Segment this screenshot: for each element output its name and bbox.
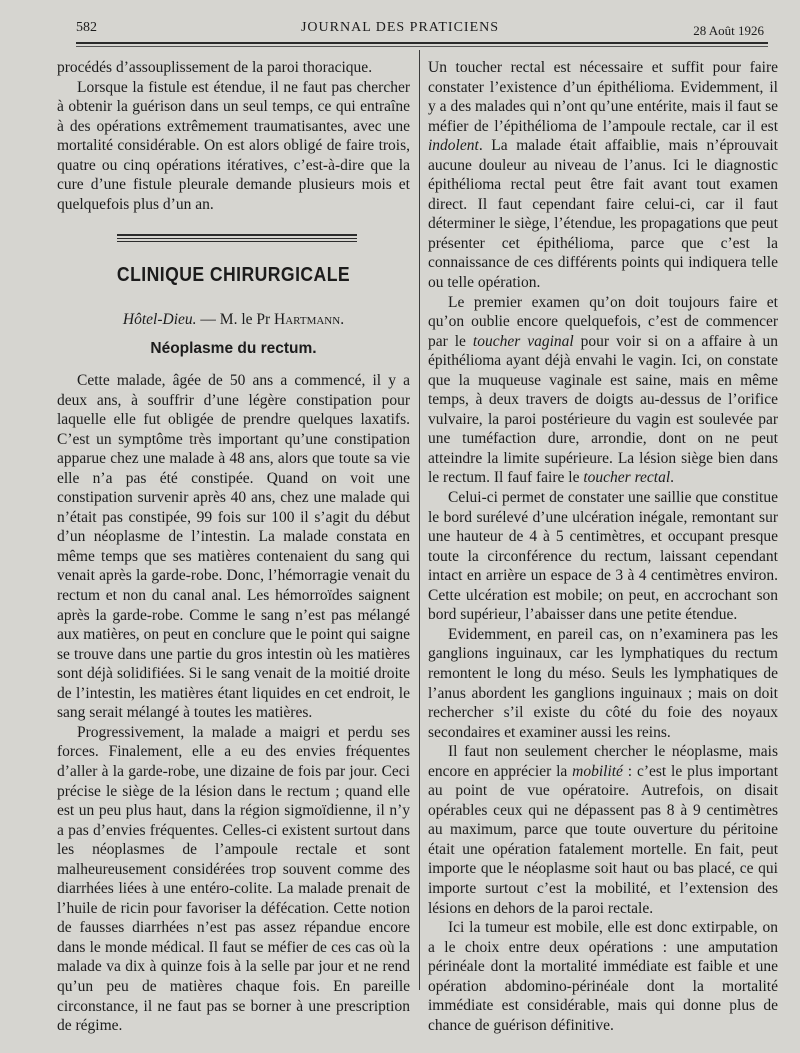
lecture-byline (57, 310, 410, 330)
section-title: CLINIQUE CHIRURGICALE (116, 264, 351, 287)
left-column (57, 58, 410, 1036)
hospital-name: Hôtel-Dieu. (122, 310, 197, 328)
paragraph: Un toucher rectal est nécessaire et suffit pour faire constater l’existence d’un épithélioma. Evidemment, il y a des malades qui n’ont qu’une entérite, mais il faut se méfier de l’épithélioma de l’ampoule rectale, car il est indolent. La malade était affaiblie, mais n’éprouvait aucune douleur au niveau de l’anus. Ici le diagnostic épithélioma rectal peut être fait avant tout examen direct. Il faut cependant faire celui-ci, car il faut déterminer le siège, l’étendue, les propagations que peut présenter cet épithélioma, parce que c’est la connaissance de ces différents points qui indiquera telle ou telle opération. (428, 59, 778, 292)
page-header (0, 14, 800, 44)
issue-date: 28 Août 1926 (693, 23, 764, 38)
paragraph: Celui-ci permet de constater une saillie que constitue le bord surélevé d’une ulcération inégale, remontant sur une hauteur de 4 à 5 centimètres, et occupant presque toute la circonférence du rectum, laissant cependant intact en arrière un espace de 3 à 4 centimètres environ. Cette ulcération est mobile; on peut, en accrochant son bord supérieur, l’abaisser dans une petite étendue. (428, 489, 778, 624)
paragraph: Cette malade, âgée de 50 ans a commencé, il y a deux ans, à souffrir d’une légère constipation pour laquelle elle fut obligée de prendre quelques laxatifs. C’est un symptôme très important qu’une constipation apparue chez une malade à 48 ans, alors que toute sa vie elle n’a pas été constipée. Quand on voit une constipation survenir après 40 ans, chez une malade qui n’était pas constipée, 99 fois sur 100 il s’agit du début d’un néoplasme de l’intestin. La malade constata en même temps que ses matières contenaient du sang qui venait après la garde-robe. Donc, l’hémorragie venait du rectum et non du canal anal. Les hémorroïdes saignent après la garde-robe. Comme le sang n’est pas mélangé aux matières, on peut en conclure que le point qui saigne se trouve dans une partie du gros intestin où les matières sont déjà solidifiées. Si le sang venait de la moitié droite de l’intestin, les matières étant liquides en cet endroit, le sang serait mélangé à toutes les matières. (57, 372, 410, 722)
paragraph: procédés d’assouplissement de la paroi thoracique. (57, 59, 373, 76)
professor-title: Pr (256, 310, 271, 328)
article-subject: Néoplasme du rectum. (150, 340, 317, 358)
paragraph: Le premier examen qu’on doit toujours faire et qu’on oublie encore quelquefois, c’est de commencer par le toucher vaginal pour voir si on a affaire à un épithélioma ayant déjà envahi le vagin. Ici, on constate que la muqueuse vaginale est saine, mais en même temps, à deux travers de doigts au-dessus de l’orifice vulvaire, la paroi postérieure du vagin est soulevée par une tuméfaction dure, arrondie, dont on ne peut atteindre la limite supérieure. La lésion siège bien dans le rectum. Il fauf faire le toucher rectal. (428, 293, 779, 487)
header-rule (76, 42, 768, 44)
right-column (428, 58, 778, 1035)
column-divider (419, 50, 420, 990)
paragraph: Progressivement, la malade a maigri et perdu ses forces. Finalement, elle a eu des envies fréquentes d’aller à la garde-robe, une dizaine de fois par jour. Ceci précise le siège de la lésion dans le rectum ; quand elle est un peu plus haut, dans la région sigmoïdienne, il n’y a pas d’envies fréquentes. Celles-ci existent surtout dans les néoplasmes de l’ampoule rectale et sont malheureusement considérées trop souvent comme des diarrhées liées à une entéro-colite. La malade prenait de l’huile de ricin pour favoriser la défécation. Cette notion de fausses diarrhées n’est pas assez répandue encore dans le monde médical. Il faut se méfier de ces cas où la malade va dix à quinze fois à la selle par jour et ne rend qu’un peu de matières chaque fois. En pareille circonstance, il ne faut pas se borner à une prescription de régime. (57, 723, 410, 1035)
paragraph: Evidemment, en pareil cas, on n’examinera pas les ganglions inguinaux, car les lymphatiques du rectum remontent le long du méso. Seuls les lymphatiques de l’anus abordent les ganglions inguinaux ; mais on doit rechercher s’il existe du côté du foie des noyaux secondaires et examiner aussi les reins. (428, 625, 778, 741)
paragraph: Lorsque la fistule est étendue, il ne faut pas chercher à obtenir la guérison dans un seul temps, ce qui entraîne à des opérations extrêmement traumatisantes, avec une mortalité considérable. On est alors obligé de faire trois, quatre ou cinq opérations itératives, c’est-à-dire que la cure d’une fistule pleurale demande plusieurs mois et quelquefois plus d’un an. (57, 78, 410, 213)
professor-name: Hartmann. (270, 310, 345, 328)
header-rule-thin (76, 46, 768, 47)
byline-dash: — M. le (196, 310, 257, 328)
paragraph: Ici la tumeur est mobile, elle est donc extirpable, on a le choix entre deux opérations : une amputation périnéale dont la mortalité immédiate est faible et une opération abdomino-périnéale dont la mortalité immédiate est considérable, mais qui donne plus de chance de guérison définitive. (428, 919, 778, 1034)
journal-title: JOURNAL DES PRATICIENS (300, 20, 500, 35)
page-number: 582 (76, 20, 97, 35)
section-separator (117, 234, 357, 242)
paragraph: Il faut non seulement chercher le néoplasme, mais encore en apprécier la mobilité : c’est le plus important au point de vue opératoire. Autrefois, on disait opérables ceux qui ne dépassent pas 8 à 9 centimètres au maximum, parce que toute ouverture du péritoine était une opération fatalement mortelle. En fait, peut importe que le néoplasme soit haut ou bas placé, ce qui importe surtout c’est la mobilité, et l’extension des lésions en dehors de la paroi rectale. (428, 743, 779, 917)
